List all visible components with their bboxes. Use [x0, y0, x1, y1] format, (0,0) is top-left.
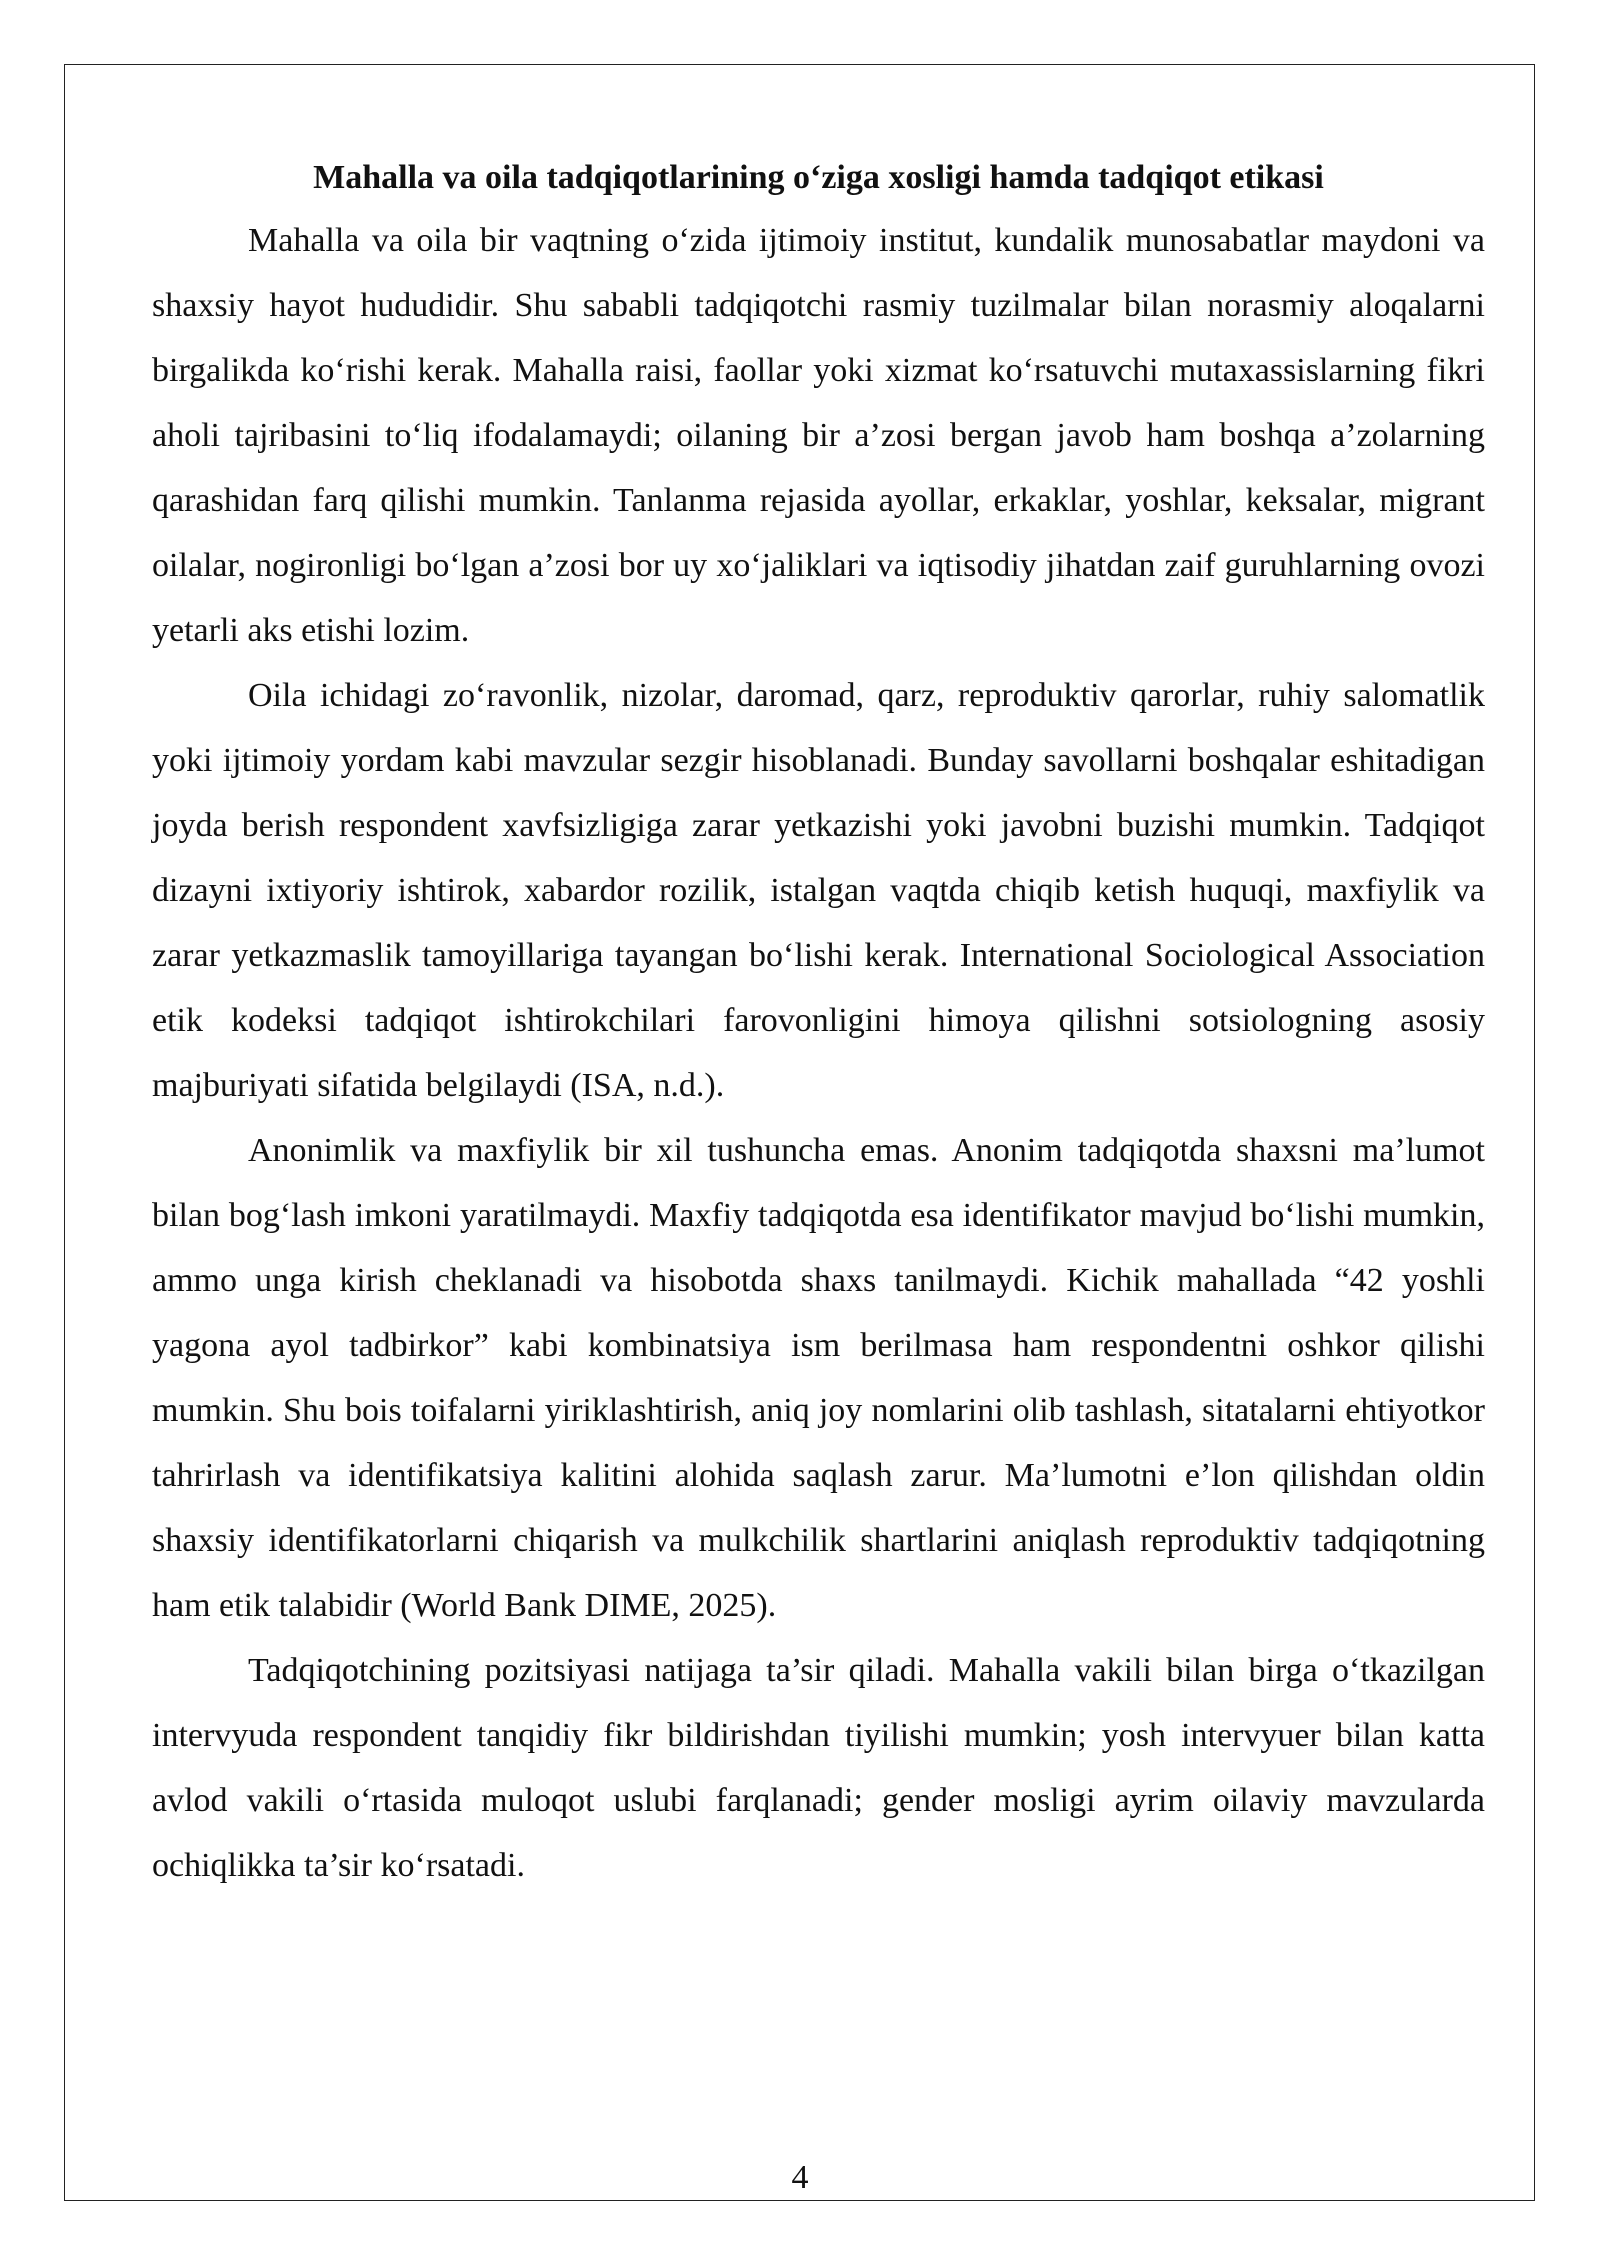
paragraph-2: Oila ichidagi zo‘ravonlik, nizolar, daromad, qarz, reproduktiv qarorlar, ruhiy salomatlik yoki ijtimoiy yordam kabi mavzular sezgir hisoblanadi. Bunday savollarni boshqalar eshitadigan joyda berish respondent xavfsizligiga zarar yetkazishi yoki javobni buzishi mumkin. Tadqiqot dizayni ixtiyoriy ishtirok, xabardor rozilik, istalgan vaqtda chiqib ketish huquqi, maxfiylik va zarar yetkazmaslik tamoyillariga tayangan bo‘lishi kerak. International Sociological Association etik kodeksi tadqiqot ishtirokchilari farovonligini himoya qilishni sotsiologning asosiy majburiyati sifatida belgilaydi (ISA, n.d.).	[152, 677, 1485, 1104]
paragraph-1: Mahalla va oila bir vaqtning o‘zida ijtimoiy institut, kundalik munosabatlar maydoni va shaxsiy hayot hududidir. Shu sababli tadqiqotchi rasmiy tuzilmalar bilan norasmiy aloqalarni birgalikda ko‘rishi kerak. Mahalla raisi, faollar yoki xizmat ko‘rsatuvchi mutaxassislarning fikri aholi tajribasini to‘liq ifodalamaydi; oilaning bir a’zosi bergan javob ham boshqa a’zolarning qarashidan farq qilishi mumkin. Tanlanma rejasida ayollar, erkaklar, yoshlar, keksalar, migrant oilalar, nogironligi bo‘lgan a’zosi bor uy xo‘jaliklari va iqtisodiy jihatdan zaif guruhlarning ovozi yetarli aks etishi lozim.	[152, 222, 1485, 649]
document-title: Mahalla va oila tadqiqotlarining o‘ziga xosligi hamda tadqiqot etikasi	[313, 159, 1324, 196]
paragraph-4: Tadqiqotchining pozitsiyasi natijaga ta’sir qiladi. Mahalla vakili bilan birga o‘tkazilgan intervyuda respondent tanqidiy fikr bildirishdan tiyilishi mumkin; yosh intervyuer bilan katta avlod vakili o‘rtasida muloqot uslubi farqlanadi; gender mosligi ayrim oilaviy mavzularda ochiqlikka ta’sir ko‘rsatadi.	[152, 1652, 1485, 1884]
document-body	[152, 148, 1485, 1898]
paragraph-3: Anonimlik va maxfiylik bir xil tushuncha emas. Anonim tadqiqotda shaxsni ma’lumot bilan bog‘lash imkoni yaratilmaydi. Maxfiy tadqiqotda esa identifikator mavjud bo‘lishi mumkin, ammo unga kirish cheklanadi va hisobotda shaxs tanilmaydi. Kichik mahallada “42 yoshli yagona ayol tadbirkor” kabi kombinatsiya ism berilmasa ham respondentni oshkor qilishi mumkin. Shu bois toifalarni yiriklashtirish, aniq joy nomlarini olib tashlash, sitatalarni ehtiyotkor tahrirlash va identifikatsiya kalitini alohida saqlash zarur. Ma’lumotni e’lon qilishdan oldin shaxsiy identifikatorlarni chiqarish va mulkchilik shartlarini aniqlash reproduktiv tadqiqotning ham etik talabidir (World Bank DIME, 2025).	[152, 1132, 1485, 1624]
page-number: 4	[791, 2159, 809, 2196]
